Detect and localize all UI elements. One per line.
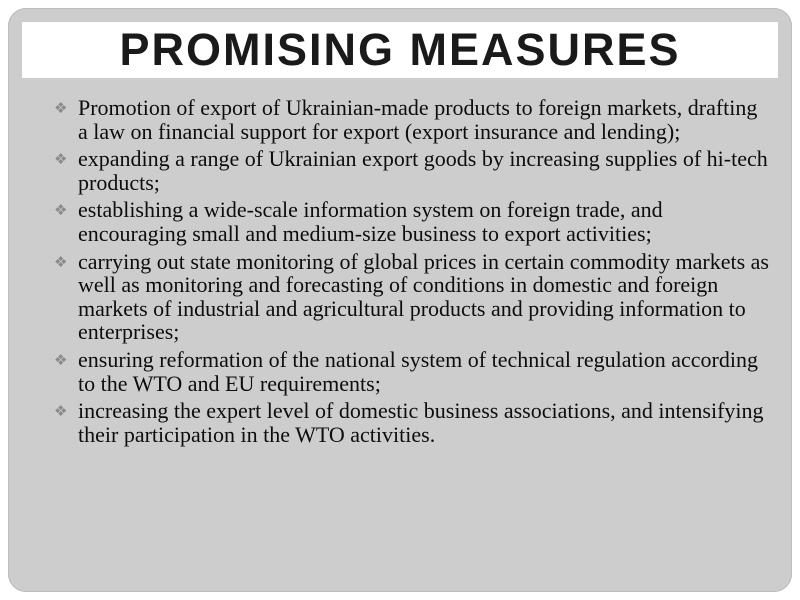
diamond-bullet-icon: ❖	[54, 350, 68, 369]
bullet-item	[52, 96, 772, 143]
diamond-bullet-icon: ❖	[54, 402, 68, 421]
slide-title: PROMISING MEASURES	[119, 24, 681, 75]
diamond-bullet-icon: ❖	[54, 201, 68, 220]
bullet-list	[52, 96, 772, 450]
bullet-text: Promotion of export of Ukrainian-made products to foreign markets, drafting a law on financial support for export (export insurance and lending);	[78, 95, 758, 144]
diamond-bullet-icon: ❖	[54, 252, 68, 271]
bullet-text: ensuring reformation of the national system of technical regulation according to the WTO and EU requirements;	[78, 346, 758, 396]
bullet-item	[52, 348, 772, 395]
diamond-bullet-icon: ❖	[54, 150, 68, 169]
bullet-item	[52, 250, 772, 344]
bullet-text: increasing the expert level of domestic business associations, and intensifying their participation in the WTO activities.	[78, 398, 764, 447]
diamond-bullet-icon: ❖	[54, 99, 68, 117]
bullet-text: establishing a wide-scale information system on foreign trade, and encouraging small and medium-size business to export activities;	[78, 197, 663, 246]
bullet-text: expanding a range of Ukrainian export goods by increasing supplies of hi-tech products;	[78, 146, 768, 195]
bullet-item	[52, 147, 772, 194]
bullet-text: carrying out state monitoring of global prices in certain commodity markets as well as monitoring and forecasting of conditions in domestic and foreign markets of industrial and agricultural products and providing information to enterprises;	[78, 248, 769, 345]
bullet-item	[52, 399, 772, 446]
bullet-item	[52, 198, 772, 245]
